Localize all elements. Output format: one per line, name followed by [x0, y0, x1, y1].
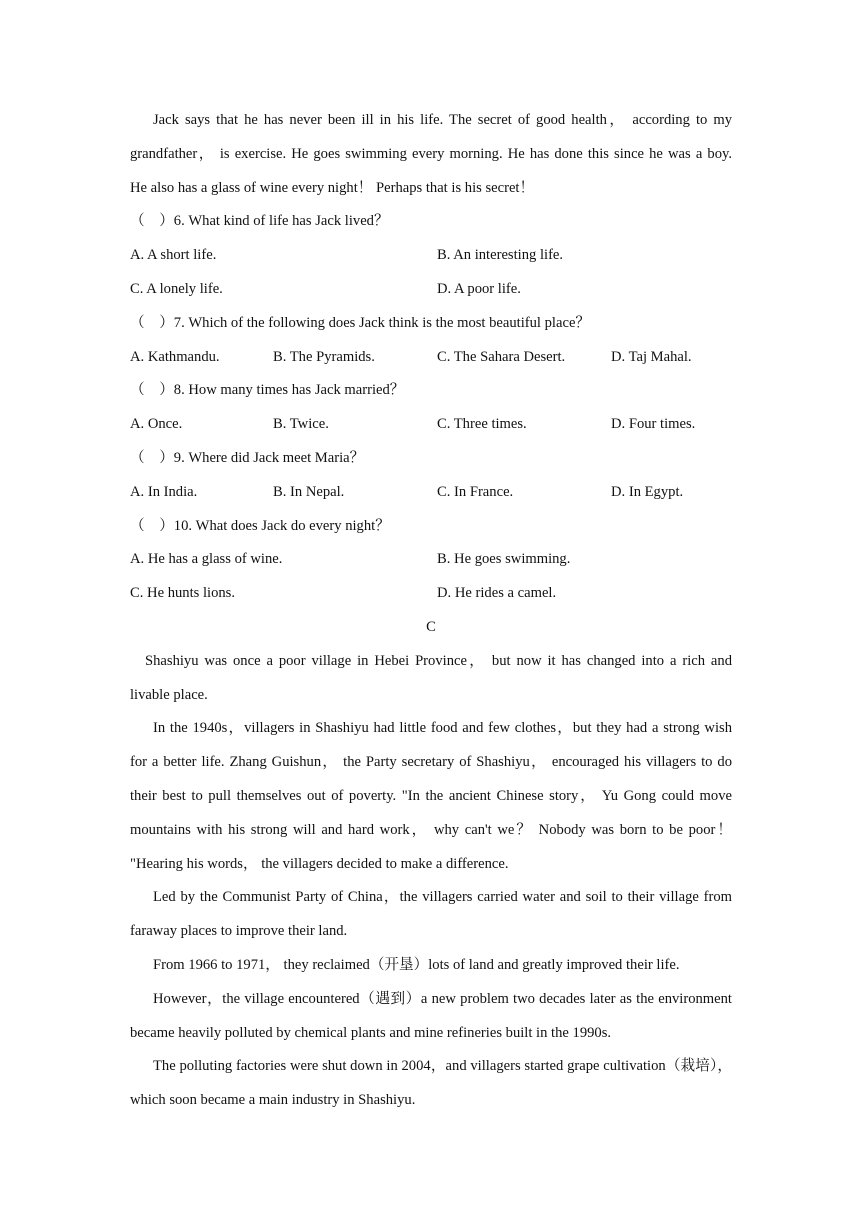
- question-8-stem: （ ）8. How many times has Jack married？: [130, 382, 405, 399]
- question-7-option-b: B. The Pyramids.: [273, 348, 375, 365]
- section-c-line-1: Shashiyu was once a poor village in Hebei Province， but now it has changed into a rich and: [145, 652, 732, 669]
- section-c-line-4: for a better life. Zhang Guishun， the Party secretary of Shashiyu， encouraged his villagers to do: [130, 754, 732, 771]
- question-6-option-d: D. A poor life.: [437, 280, 521, 297]
- question-6-options-row-1: [130, 239, 732, 273]
- question-10-options-row-1: [130, 543, 732, 577]
- question-6-option-c: C. A lonely life.: [130, 280, 223, 297]
- section-c-line-9: faraway places to improve their land.: [130, 923, 348, 940]
- question-10-option-a: A. He has a glass of wine.: [130, 551, 283, 568]
- section-c-line-8: Led by the Communist Party of China，the villagers carried water and soil to their village from: [153, 889, 732, 906]
- passage-b-line-1: Jack says that he has never been ill in his life. The secret of good health， according to my: [153, 112, 732, 128]
- question-7-option-a: A. Kathmandu.: [130, 348, 220, 365]
- section-c-heading: C: [426, 618, 436, 635]
- question-7-options-row: [130, 341, 732, 375]
- question-9-option-d: D. In Egypt.: [611, 483, 684, 500]
- passage-b-line-2: grandfather， is exercise. He goes swimming every morning. He has done this since he was a boy.: [130, 145, 732, 162]
- question-6-stem: （ ）6. What kind of life has Jack lived？: [130, 213, 389, 230]
- question-8-option-d: D. Four times.: [611, 416, 696, 433]
- question-8-option-c: C. Three times.: [437, 416, 527, 433]
- question-8-option-a: A. Once.: [130, 416, 183, 433]
- section-c-line-10: From 1966 to 1971， they reclaimed（开垦）lots of land and greatly improved their life.: [153, 956, 680, 973]
- question-7-stem: （ ）7. Which of the following does Jack think is the most beautiful place？: [130, 314, 591, 331]
- question-10-stem: （ ）10. What does Jack do every night？: [130, 517, 390, 534]
- section-c-line-14: which soon became a main industry in Shashiyu.: [130, 1092, 416, 1109]
- section-c-line-6: mountains with his strong will and hard work， why can't we？ Nobody was born to be poor！: [130, 821, 732, 838]
- section-c-line-13: The polluting factories were shut down in 2004，and villagers started grape cultivation（栽培），: [153, 1058, 732, 1075]
- question-6-option-a: A. A short life.: [130, 247, 217, 264]
- question-7-option-d: D. Taj Mahal.: [611, 348, 692, 365]
- question-9-option-a: A. In India.: [130, 483, 198, 500]
- section-c-line-7: "Hearing his words， the villagers decided to make a difference.: [130, 855, 509, 872]
- question-8-options-row: [130, 408, 732, 442]
- question-6-option-b: B. An interesting life.: [437, 247, 564, 264]
- question-10-option-c: C. He hunts lions.: [130, 585, 235, 602]
- section-c-line-2: livable place.: [130, 686, 208, 703]
- passage-b-line-3: He also has a glass of wine every night！ Perhaps that is his secret！: [130, 179, 535, 196]
- section-c-line-12: became heavily polluted by chemical plants and mine refineries built in the 1990s.: [130, 1024, 612, 1041]
- question-9-option-c: C. In France.: [437, 483, 514, 500]
- question-9-options-row: [130, 476, 732, 510]
- question-8-option-b: B. Twice.: [273, 416, 329, 433]
- section-c-line-11: However，the village encountered（遇到）a new problem two decades later as the environment: [153, 990, 732, 1007]
- question-10-option-d: D. He rides a camel.: [437, 585, 557, 602]
- question-10-options-row-2: [130, 577, 732, 611]
- question-9-option-b: B. In Nepal.: [273, 483, 345, 500]
- question-7-option-c: C. The Sahara Desert.: [437, 348, 566, 365]
- question-6-options-row-2: [130, 273, 732, 307]
- section-c-line-5: their best to pull themselves out of poverty. "In the ancient Chinese story， Yu Gong could move: [130, 787, 732, 804]
- section-c-line-3: In the 1940s，villagers in Shashiyu had little food and few clothes，but they had a strong wish: [153, 720, 732, 737]
- question-9-stem: （ ）9. Where did Jack meet Maria？: [130, 449, 365, 466]
- document-page: [130, 104, 732, 1118]
- question-10-option-b: B. He goes swimming.: [437, 551, 571, 568]
